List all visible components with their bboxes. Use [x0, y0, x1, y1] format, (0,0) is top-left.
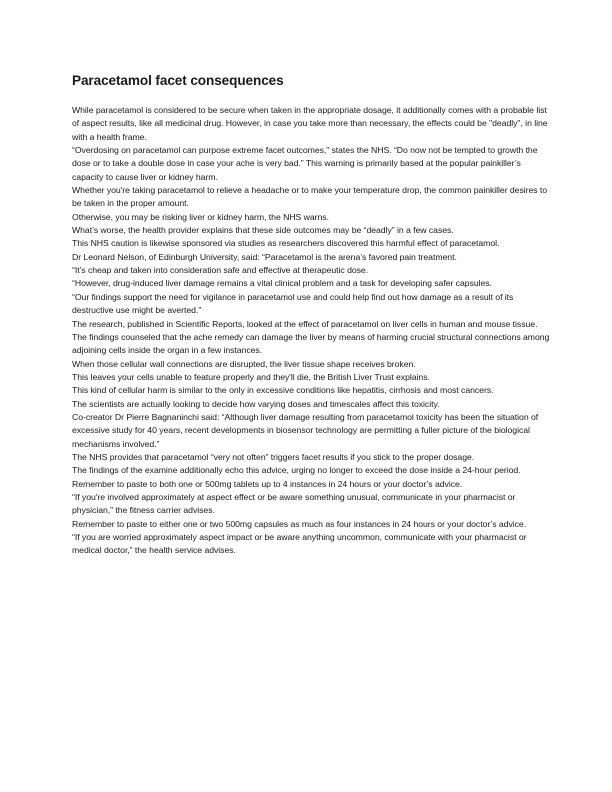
paragraph: Dr Leonard Nelson, of Edinburgh University, said: “Paracetamol is the arena’s favored pain treatment.	[72, 251, 457, 262]
paragraph: “It’s cheap and taken into consideration safe and effective at therapeutic dose.	[72, 265, 369, 276]
paragraph: Otherwise, you may be risking liver or kidney harm, the NHS warns.	[72, 211, 329, 222]
paragraph: The research, published in Scientific Reports, looked at the effect of paracetamol on liver cells in human and mouse tissue.	[72, 318, 538, 329]
document-title: Paracetamol facet consequences	[72, 73, 284, 88]
paragraph: This NHS caution is likewise sponsored via studies as researchers discovered this harmful effect of paracetamol.	[72, 238, 500, 249]
paragraph: “Overdosing on paracetamol can purpose extreme facet outcomes,” states the NHS. “Do now not be tempted to growth the dose or to take a double dose in case your ache is very bad.” This warning is primarily based at the popular painkiller’s capacity to cause liver or kidney harm.	[72, 145, 538, 182]
document-body	[72, 104, 552, 558]
paragraph: “If you're involved approximately at aspect effect or be aware something unusual, communicate in your pharmacist or physician,” the fitness carrier advises.	[72, 491, 516, 516]
paragraph: “However, drug-induced liver damage remains a vital clinical problem and a task for developing safer capsules.	[72, 278, 492, 289]
document-page	[72, 72, 552, 558]
paragraph: The scientists are actually looking to decide how varying doses and timescales affect this toxicity.	[72, 398, 440, 409]
paragraph: “Our findings support the need for vigilance in paracetamol use and could help find out how damage as a result of its destructive use might be averted.”	[72, 291, 514, 316]
paragraph: “If you are worried approximately aspect impact or be aware anything uncommon, communicate with your pharmacist or medical doctor,” the health service advises.	[72, 532, 527, 556]
paragraph: The NHS provides that paracetamol “very not often” triggers facet results if you stick to the proper dosage.	[72, 451, 475, 462]
paragraph: Whether you're taking paracetamol to relieve a headache or to make your temperature drop, the common painkiller desires to be taken in the proper amount.	[72, 185, 548, 209]
paragraph: While paracetamol is considered to be secure when taken in the appropriate dosage, it additionally comes with a probable list of aspect results, like all medicinal drug. However, in case you take more than necessary, the effects could be "deadly", in line with a health frame.	[72, 105, 548, 142]
paragraph: When those cellular wall connections are disrupted, the liver tissue shape receives broken.	[72, 358, 416, 369]
paragraph: What’s worse, the health provider explains that these side outcomes may be “deadly” in a few cases.	[72, 225, 454, 236]
paragraph: Remember to paste to either one or two 500mg capsules as much as four instances in 24 hours or your doctor’s advice.	[72, 518, 527, 529]
paragraph: This leaves your cells unable to feature properly and they'll die, the British Liver Trust explains.	[72, 371, 430, 382]
paragraph: The findings of the examine additionally echo this advice, urging no longer to exceed the dose inside a 24-hour period.	[72, 465, 521, 476]
paragraph: The findings counseled that the ache remedy can damage the liver by means of harming crucial structural connections among adjoining cells inside the organ in a few instances.	[72, 331, 550, 356]
paragraph: Remember to paste to both one or 500mg tablets up to 4 instances in 24 hours or your doctor’s advice.	[72, 478, 463, 489]
paragraph: Co-creator Dr Pierre Bagnaninchi said: “Although liver damage resulting from paracetamol toxicity has been the situation of excessive study for 40 years, recent developments in biosensor technology are permitting a fuller picture of the biological mechanisms involved.”	[72, 411, 539, 449]
paragraph: This kind of cellular harm is similar to the only in excessive conditions like hepatitis, cirrhosis and most cancers.	[72, 385, 494, 396]
